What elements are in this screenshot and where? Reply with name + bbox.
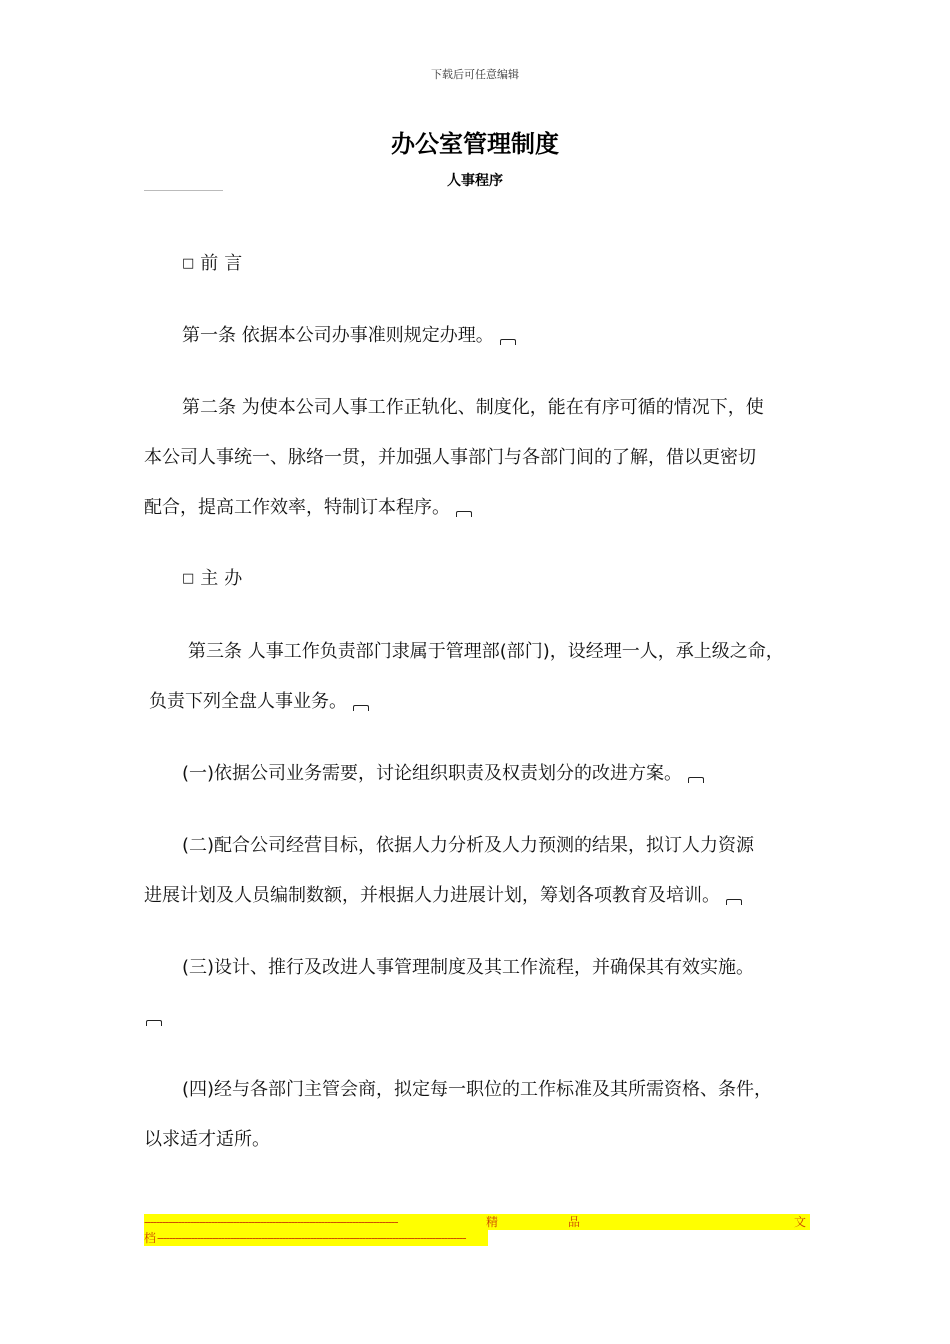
paragraph-article-2-line-1: 第二条 为使本公司人事工作正轨化、制度化，能在有序可循的情况下，使 [182,397,764,418]
header-note: 下载后可任意编辑 [431,68,519,81]
title-divider [144,190,223,191]
paragraph-text: 第一条 依据本公司办事准则规定办理。 [182,325,494,346]
footer-dashes: ----------------------------------------------------------------------------------------------------- [157,1231,466,1245]
paragraph-text: 负责下列全盘人事业务。 [149,691,347,712]
list-item-4-line-1: (四)经与各部门主管会商，拟定每一职位的工作标准及其所需资格、条件， [182,1079,773,1100]
list-item-2-line-2 [144,884,742,908]
paragraph-mark-icon [688,777,704,783]
list-item-2-line-1: (二)配合公司经营目标，依据人力分析及人力预测的结果，拟订人力资源 [182,835,755,856]
section-heading-main-office [182,567,248,591]
paragraph-mark-icon [353,705,369,711]
footer-watermark-band [144,1214,810,1248]
section-heading-preface [182,252,248,276]
footer-dashes: ----------------------------------------------------------------------------------- [144,1215,398,1229]
footer-char: 品 [568,1215,581,1229]
paragraph-article-3-line-2 [149,690,369,714]
paragraph-mark-icon [500,339,516,345]
checkbox-square-icon: □ [182,571,195,586]
footer-char: 档 [144,1231,157,1245]
paragraph-mark-icon [726,899,742,905]
list-item-1 [182,762,704,786]
footer-char: 文 [794,1215,807,1229]
paragraph-text: (一)依据公司业务需要，讨论组织职责及权责划分的改进方案。 [182,763,683,784]
section-heading-label: 主办 [200,568,249,589]
checkbox-square-icon: □ [182,256,195,271]
paragraph-article-2-line-2: 本公司人事统一、脉络一贯，并加强人事部门与各部门间的了解，借以更密切 [144,447,756,468]
section-heading-label: 前言 [200,253,249,274]
footer-row-2 [144,1230,488,1246]
paragraph-mark-icon [456,511,472,517]
paragraph-article-2-line-3 [144,496,472,520]
list-item-3: (三)设计、推行及改进人事管理制度及其工作流程，并确保其有效实施。 [182,957,755,978]
document-subtitle: 人事程序 [447,173,503,189]
paragraph-article-1 [182,324,516,348]
footer-char: 精 [486,1215,499,1229]
list-item-4-line-2: 以求适才适所。 [144,1129,270,1150]
paragraph-text: 配合，提高工作效率，特制订本程序。 [144,497,450,518]
footer-row-1 [144,1214,810,1230]
paragraph-mark-icon [146,1020,162,1026]
document-title: 办公室管理制度 [391,129,559,158]
paragraph-article-3-line-1: 第三条 人事工作负责部门隶属于管理部(部门)，设经理一人，承上级之命， [188,641,784,662]
paragraph-text: 进展计划及人员编制数额，并根据人力进展计划，筹划各项教育及培训。 [144,885,720,906]
